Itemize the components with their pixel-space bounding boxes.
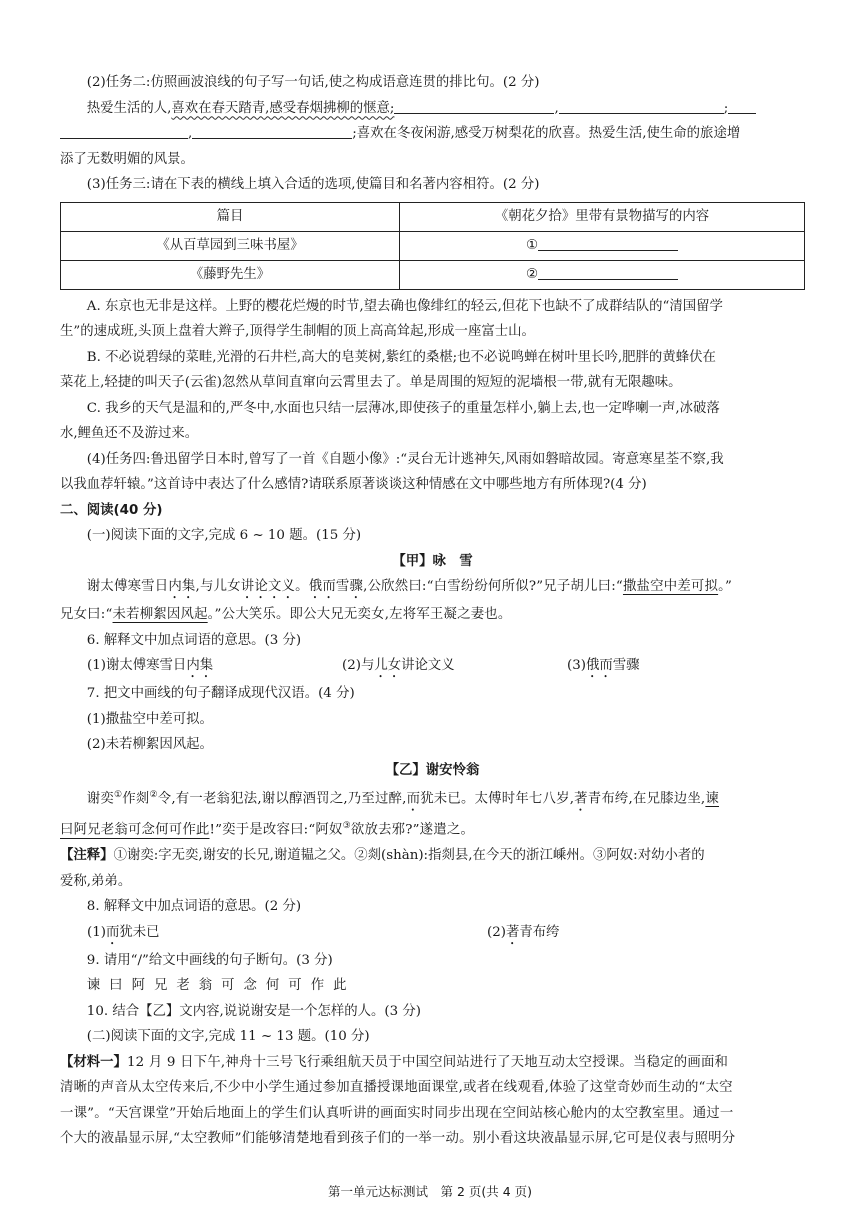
material-1-cont: 清晰的声音从太空传来后,不少中小学生通过参加直播授课地面课堂,或者在线观看,体验了这堂奇妙而生动的“太空 <box>60 1080 733 1096</box>
answer-blank[interactable] <box>538 236 678 251</box>
question-7-1: (1)撒盐空中差可拟。 <box>86 711 213 727</box>
question-8-items <box>60 920 805 948</box>
question-6: 6. 解释文中加点词语的意思。(3 分) <box>86 632 302 648</box>
table-header: 《朝花夕拾》里带有景物描写的内容 <box>400 202 805 231</box>
question-7: 7. 把文中画线的句子翻译成现代汉语。(4 分) <box>86 686 355 701</box>
question-8: 8. 解释文中加点词语的意思。(2 分) <box>86 899 302 915</box>
part2-title: (二)阅读下面的文字,完成 11 ~ 13 题。(10 分) <box>86 1029 370 1045</box>
task3-table <box>60 202 805 290</box>
q6-item: (1)谢太傅寒雪日内集 <box>87 658 214 673</box>
section-title: 二、阅读(40 分) <box>60 502 163 518</box>
q6-item: (2)与儿女讲论文义 <box>342 658 455 673</box>
annotation-cont: 爱称,弟弟。 <box>60 873 132 889</box>
task2-sentence-end: 添了无数明媚的风景。 <box>60 151 194 167</box>
option-c: C. 我乡的天气是温和的,严冬中,水面也只结一层薄冰,即使孩子的重量怎样小,躺上去,也一定哗喇一声,冰破落 <box>86 400 720 416</box>
material-1-cont: 一课”。“天宫课堂”开始后地面上的学生们认真听讲的画面实时同步出现在空间站核心舱内的太空教室里。通过一 <box>60 1105 734 1121</box>
task4-prompt-cont: 以我血荐轩辕。”这首诗中表达了什么感情?请联系原著谈谈这种情感在文中哪些地方有所体现?(4 分) <box>60 477 647 492</box>
task4-prompt: (4)任务四:鲁迅留学日本时,曾写了一首《自题小像》:“灵台无计逃神矢,风雨如磐暗故园。寄意寒星荃不察,我 <box>86 451 724 467</box>
task2-sentence: 热爱生活的人,喜欢在春天踏青,感受春烟拂柳的惬意; , ; <box>60 96 805 122</box>
material-1-cont: 个大的液晶显示屏,“太空教师”们能够清楚地看到孩子们的一举一动。别小看这块液晶显示屏,它可是仪表与照明分 <box>60 1131 736 1147</box>
option-a-cont: 生”的速成班,头顶上盘着大辫子,顶得学生制帽的顶上高高耸起,形成一座富士山。 <box>60 324 535 339</box>
annotation: 【注释】①谢奕:字无奕,谢安的长兄,谢道韫之父。②剡(shàn):指剡县,在今天的浙江嵊州。③阿奴:对幼小者的 <box>60 848 705 864</box>
option-b-cont: 菜花上,轻捷的叫天子(云雀)忽然从草间直窜向云霄里去了。单是周围的短短的泥墙根一带,就有无限趣味。 <box>60 375 682 390</box>
question-6-items <box>60 653 805 681</box>
part1-title: (一)阅读下面的文字,完成 6 ~ 10 题。(15 分) <box>86 528 362 543</box>
option-c-cont: 水,鲤鱼还不及游过来。 <box>60 426 199 441</box>
question-7-2: (2)未若柳絮因风起。 <box>86 737 213 752</box>
table-cell-title: 《藤野先生》 <box>61 260 400 289</box>
page-content <box>60 70 805 1152</box>
q8-item: (2)著青布绔 <box>487 924 560 940</box>
table-header: 篇目 <box>61 202 400 231</box>
answer-blank[interactable] <box>559 99 724 114</box>
passage-yi-title: 【乙】谢安怜翁 <box>385 762 480 778</box>
option-a: A. 东京也无非是这样。上野的樱花烂熳的时节,望去确也像绯红的轻云,但花下也缺不了成群结队的“清国留学 <box>86 298 723 314</box>
passage-yi: 谢奕①作剡②令,有一老翁犯法,谢以醇酒罚之,乃至过醉,而犹未已。太傅时年七八岁,著青布绔,在兄膝边坐,谏 <box>86 790 719 807</box>
question-10: 10. 结合【乙】文内容,说说谢安是一个怎样的人。(3 分) <box>86 1003 422 1019</box>
answer-blank[interactable] <box>60 124 188 139</box>
option-b: B. 不必说碧绿的菜畦,光滑的石井栏,高大的皂荚树,紫红的桑椹;也不必说鸣蝉在树叶里长吟,肥胖的黄蜂伏在 <box>86 349 716 365</box>
task2-prompt: (2)任务二:仿照画波浪线的句子写一句话,使之构成语意连贯的排比句。(2 分) <box>86 75 540 90</box>
page-footer: 第一单元达标测试 第 2 页(共 4 页) <box>327 1184 533 1199</box>
q8-item: (1)而犹未已 <box>87 924 160 940</box>
table-cell-title: 《从百草园到三味书屋》 <box>61 231 400 260</box>
underlined-sentence: 未若柳絮因风起 <box>112 607 208 622</box>
passage-jia-title: 【甲】咏 雪 <box>392 553 473 569</box>
q6-item: (3)俄而雪骤 <box>567 658 640 673</box>
underlined-sentence: 曰阿兄老翁可念何可作此 <box>60 822 210 838</box>
material-1: 【材料一】12 月 9 日下午,神舟十三号飞行乘组航天员于中国空间站进行了天地互动太空授课。当稳定的画面和 <box>60 1054 729 1070</box>
passage-yi-cont: 曰阿兄老翁可念何可作此!”奕于是改容曰:“阿奴③欲放去邪?”遂遣之。 <box>60 821 475 838</box>
wavy-sentence: 喜欢在春天踏青,感受春烟拂柳的惬意; <box>171 100 395 116</box>
task3-prompt: (3)任务三:请在下表的横线上填入合适的选项,使篇目和名著内容相符。(2 分) <box>86 177 540 192</box>
passage-jia: 谢太傅寒雪日内集,与儿女讲论文义。俄而雪骤,公欣然曰:“白雪纷纷何所似?”兄子胡儿曰:“撒盐空中差可拟。” <box>86 579 733 594</box>
answer-blank[interactable] <box>728 99 756 114</box>
answer-blank[interactable] <box>538 265 678 280</box>
task2-sentence-cont: , ;喜欢在冬夜闲游,感受万树梨花的欣喜。热爱生活,使生命的旅途增 <box>60 121 805 147</box>
answer-blank[interactable] <box>192 124 352 139</box>
question-9: 9. 请用“/”给文中画线的句子断句。(3 分) <box>86 952 333 968</box>
table-cell-answer: ② <box>400 260 805 289</box>
underlined-sentence: 撒盐空中差可拟 <box>622 579 719 594</box>
table-cell-answer: ① <box>400 231 805 260</box>
question-9-sentence: 谏曰阿兄老翁可念何可作此 <box>86 978 356 994</box>
passage-jia-cont: 兄女曰:“未若柳絮因风起。”公大笑乐。即公大兄无奕女,左将军王凝之妻也。 <box>60 607 512 622</box>
answer-blank[interactable] <box>394 99 554 114</box>
